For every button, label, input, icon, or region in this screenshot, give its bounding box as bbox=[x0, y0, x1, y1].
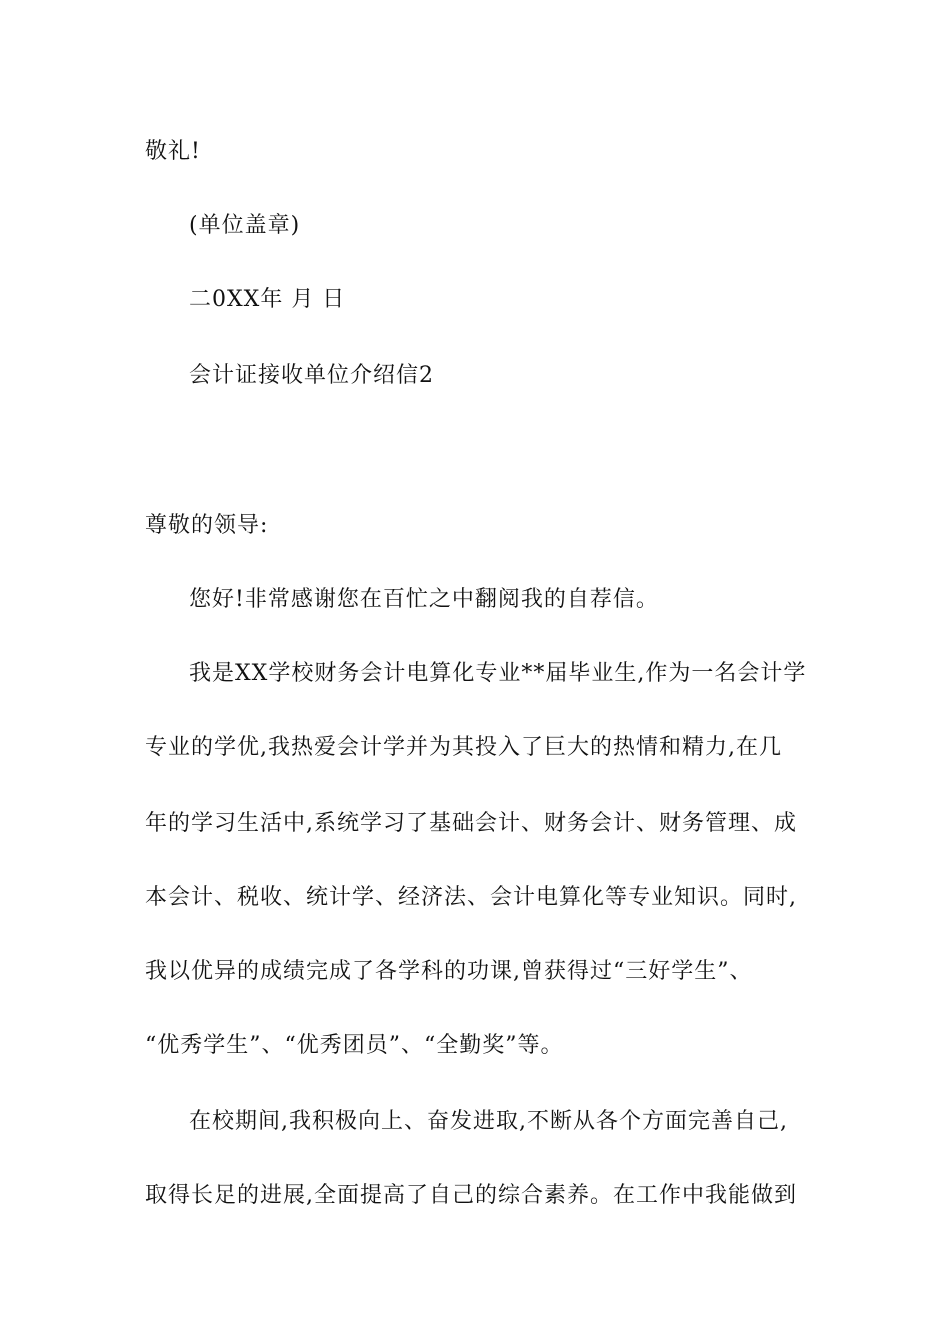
body-line: 取得长足的进展,全面提高了自己的综合素养。在工作中我能做到 bbox=[145, 1183, 797, 1208]
date-text: 二0XX年 月 日 bbox=[189, 287, 346, 312]
body-line: 在校期间,我积极向上、奋发进取,不断从各个方面完善自己, bbox=[189, 1109, 788, 1134]
closing-text: 敬礼! bbox=[145, 139, 201, 164]
letter-heading: 会计证接收单位介绍信2 bbox=[189, 363, 434, 388]
body-line: 我是XX学校财务会计电算化专业**届毕业生,作为一名会计学 bbox=[189, 661, 807, 686]
salutation-text: 尊敬的领导: bbox=[145, 513, 269, 538]
body-line: 年的学习生活中,系统学习了基础会计、财务会计、财务管理、成 bbox=[145, 811, 797, 836]
body-line: 本会计、税收、统计学、经济法、会计电算化等专业知识。同时, bbox=[145, 885, 797, 910]
body-line: 专业的学优,我热爱会计学并为其投入了巨大的热情和精力,在几 bbox=[145, 735, 782, 760]
body-line: “优秀学生”、“优秀团员”、“全勤奖”等。 bbox=[145, 1033, 564, 1058]
seal-text: (单位盖章) bbox=[189, 213, 301, 238]
body-line: 我以优异的成绩完成了各学科的功课,曾获得过“三好学生”、 bbox=[145, 959, 753, 984]
greeting-paragraph: 您好!非常感谢您在百忙之中翻阅我的自荐信。 bbox=[189, 587, 659, 612]
